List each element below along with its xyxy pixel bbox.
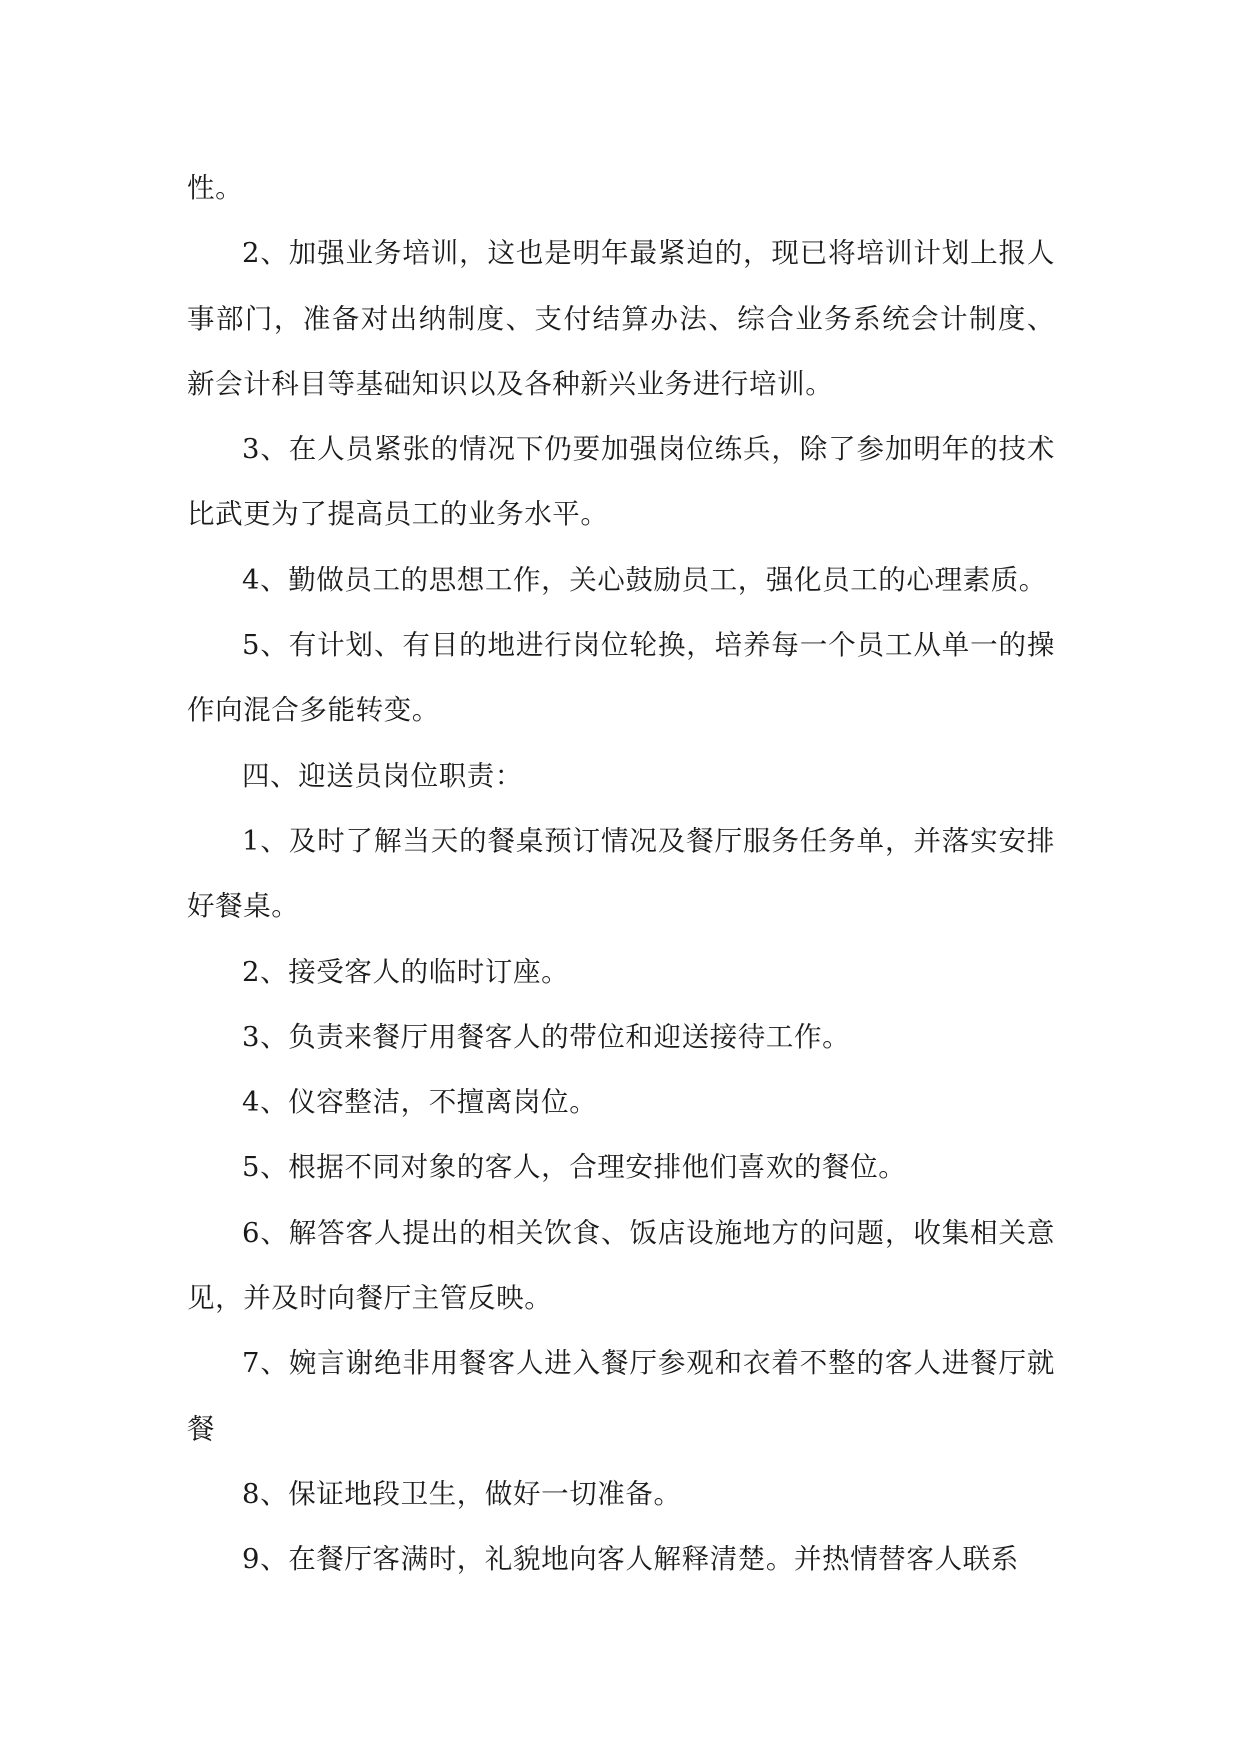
paragraph-7: 2、接受客人的临时订座。 — [242, 955, 570, 988]
paragraph-11: 6、解答客人提出的相关饮食、饭店设施地方的问题，收集相关意见，并及时向餐厅主管反映。 — [187, 1216, 1055, 1315]
paragraph-2: 3、在人员紧张的情况下仍要加强岗位练兵，除了参加明年的技术比武更为了提高员工的业务水平。 — [187, 433, 1055, 531]
paragraph-3: 4、勤做员工的思想工作，关心鼓励员工，强化员工的心理素质。 — [242, 563, 1047, 596]
paragraph-8: 3、负责来餐厅用餐客人的带位和迎送接待工作。 — [242, 1020, 851, 1053]
paragraph-13: 8、保证地段卫生，做好一切准备。 — [242, 1477, 682, 1510]
document-body — [187, 156, 1055, 1593]
paragraph-10: 5、根据不同对象的客人，合理安排他们喜欢的餐位。 — [242, 1151, 907, 1184]
paragraph-4: 5、有计划、有目的地进行岗位轮换，培养每一个员工从单一的操作向混合多能转变。 — [187, 629, 1055, 727]
paragraph-9: 4、仪容整洁，不擅离岗位。 — [242, 1086, 598, 1119]
paragraph-14: 9、在餐厅客满时，礼貌地向客人解释清楚。并热情替客人联系 — [242, 1543, 1019, 1576]
paragraph-1: 2、加强业务培训，这也是明年最紧迫的，现已将培训计划上报人事部门，准备对出纳制度、支付结算办法、综合业务系统会计制度、新会计科目等基础知识以及各种新兴业务进行培训。 — [187, 237, 1055, 400]
paragraph-6: 1、及时了解当天的餐桌预订情况及餐厅服务任务单，并落实安排好餐桌。 — [187, 824, 1055, 923]
section-heading: 四、迎送员岗位职责： — [242, 759, 523, 792]
paragraph-0: 性。 — [187, 172, 244, 204]
paragraph-12: 7、婉言谢绝非用餐客人进入餐厅参观和衣着不整的客人进餐厅就餐 — [187, 1347, 1055, 1445]
